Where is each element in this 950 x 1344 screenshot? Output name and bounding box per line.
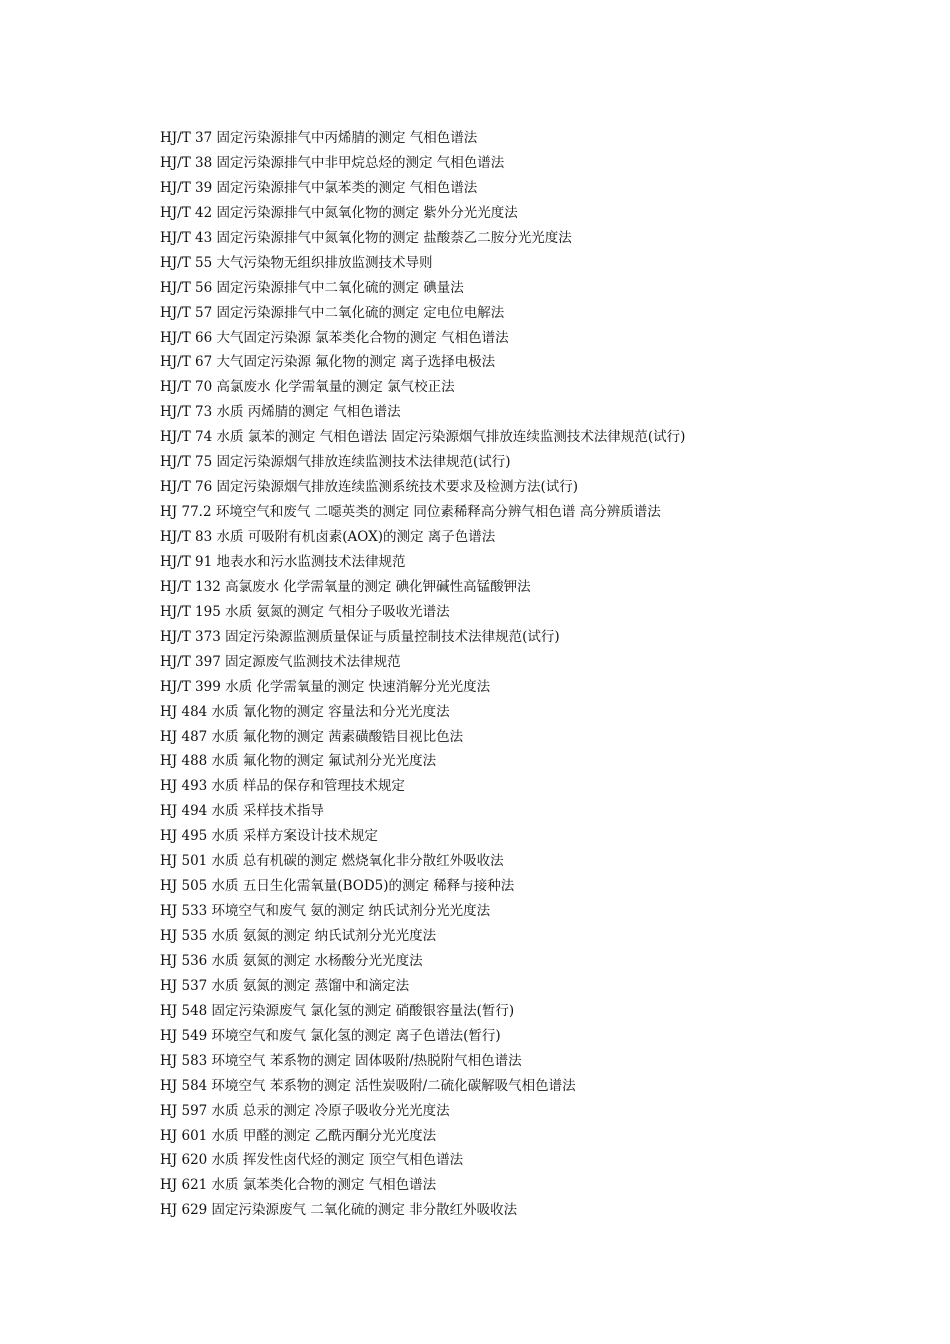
list-item: HJ/T 66 大气固定污染源 氯苯类化合物的测定 气相色谱法 <box>160 329 509 346</box>
list-item: HJ 494 水质 采样技术指导 <box>160 803 324 820</box>
list-item: HJ 487 水质 氟化物的测定 茜素磺酸锆目视比色法 <box>160 728 464 745</box>
list-item: HJ/T 91 地表水和污水监测技术法律规范 <box>160 553 406 570</box>
list-item: HJ/T 37 固定污染源排气中丙烯腈的测定 气相色谱法 <box>160 130 478 146</box>
list-item: HJ/T 73 水质 丙烯腈的测定 气相色谱法 <box>160 404 401 421</box>
list-item: HJ/T 42 固定污染源排气中氮氧化物的测定 紫外分光光度法 <box>160 204 518 221</box>
list-item: HJ 629 固定污染源废气 二氧化硫的测定 非分散红外吸收法 <box>160 1202 518 1219</box>
list-item: HJ 484 水质 氰化物的测定 容量法和分光光度法 <box>160 703 450 720</box>
list-item: HJ/T 56 固定污染源排气中二氧化硫的测定 碘量法 <box>160 279 464 296</box>
list-item: HJ 548 固定污染源废气 氯化氢的测定 硝酸银容量法(暂行) <box>160 1002 515 1019</box>
list-item: HJ 584 环境空气 苯系物的测定 活性炭吸附/二硫化碳解吸气相色谱法 <box>160 1077 576 1094</box>
list-item: HJ/T 74 水质 氯苯的测定 气相色谱法 固定污染源烟气排放连续监测技术法律规范(试行) <box>160 429 686 446</box>
list-item: HJ 620 水质 挥发性卤代烃的测定 顶空气相色谱法 <box>160 1152 464 1169</box>
list-item: HJ/T 55 大气污染物无组织排放监测技术导则 <box>160 254 433 271</box>
list-item: HJ 535 水质 氨氮的测定 纳氏试剂分光光度法 <box>160 928 437 944</box>
list-item: HJ 495 水质 采样方案设计技术规定 <box>160 828 378 845</box>
list-item: HJ/T 195 水质 氨氮的测定 气相分子吸收光谱法 <box>160 603 450 620</box>
list-item: HJ/T 43 固定污染源排气中氮氧化物的测定 盐酸萘乙二胺分光光度法 <box>160 229 572 246</box>
list-item: HJ/T 132 高氯废水 化学需氧量的测定 碘化钾碱性高锰酸钾法 <box>160 578 531 595</box>
list-item: HJ/T 38 固定污染源排气中非甲烷总烃的测定 气相色谱法 <box>160 154 505 171</box>
standards-list <box>160 126 900 1223</box>
list-item: HJ 597 水质 总汞的测定 冷原子吸收分光光度法 <box>160 1102 450 1119</box>
list-item: HJ/T 83 水质 可吸附有机卤素(AOX)的测定 离子色谱法 <box>160 529 496 545</box>
list-item: HJ 505 水质 五日生化需氧量(BOD5)的测定 稀释与接种法 <box>160 878 515 895</box>
list-item: HJ/T 373 固定污染源监测质量保证与质量控制技术法律规范(试行) <box>160 628 560 645</box>
list-item: HJ 621 水质 氯苯类化合物的测定 气相色谱法 <box>160 1177 437 1194</box>
list-item: HJ/T 397 固定源废气监测技术法律规范 <box>160 653 401 670</box>
list-item: HJ/T 76 固定污染源烟气排放连续监测系统技术要求及检测方法(试行) <box>160 479 579 496</box>
list-item: HJ 537 水质 氨氮的测定 蒸馏中和滴定法 <box>160 977 410 994</box>
list-item: HJ/T 75 固定污染源烟气排放连续监测技术法律规范(试行) <box>160 454 511 471</box>
list-item: HJ/T 399 水质 化学需氧量的测定 快速消解分光光度法 <box>160 678 491 695</box>
list-item: HJ 77.2 环境空气和废气 二噁英类的测定 同位素稀释高分辨气相色谱 高分辨质谱法 <box>160 504 661 521</box>
list-item: HJ 536 水质 氨氮的测定 水杨酸分光光度法 <box>160 952 423 969</box>
list-item: HJ/T 57 固定污染源排气中二氧化硫的测定 定电位电解法 <box>160 304 505 321</box>
list-item: HJ 488 水质 氟化物的测定 氟试剂分光光度法 <box>160 753 437 770</box>
list-item: HJ/T 67 大气固定污染源 氟化物的测定 离子选择电极法 <box>160 354 496 371</box>
list-item: HJ 549 环境空气和废气 氯化氢的测定 离子色谱法(暂行) <box>160 1027 501 1044</box>
list-item: HJ 601 水质 甲醛的测定 乙酰丙酮分光光度法 <box>160 1127 437 1144</box>
list-item: HJ/T 70 高氯废水 化学需氧量的测定 氯气校正法 <box>160 379 455 396</box>
list-item: HJ 533 环境空气和废气 氨的测定 纳氏试剂分光光度法 <box>160 903 491 920</box>
list-item: HJ 501 水质 总有机碳的测定 燃烧氧化非分散红外吸收法 <box>160 853 504 870</box>
list-item: HJ 583 环境空气 苯系物的测定 固体吸附/热脱附气相色谱法 <box>160 1052 522 1069</box>
list-item: HJ/T 39 固定污染源排气中氯苯类的测定 气相色谱法 <box>160 179 478 196</box>
list-item: HJ 493 水质 样品的保存和管理技术规定 <box>160 778 405 795</box>
